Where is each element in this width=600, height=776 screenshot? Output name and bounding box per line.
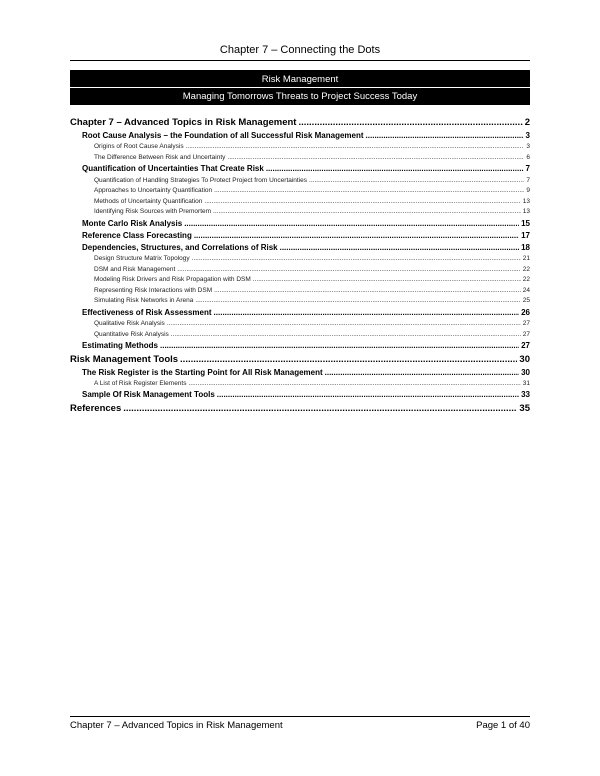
title-banner: [70, 70, 530, 105]
toc-leader-dots: [160, 340, 519, 352]
toc-leader-dots: [123, 402, 517, 416]
toc-entry-page: 13: [522, 208, 530, 216]
toc-entry-title: Dependencies, Structures, and Correlations of Risk: [82, 243, 278, 253]
toc-leader-dots: [180, 353, 517, 367]
page-header-title: Chapter 7 – Connecting the Dots: [219, 44, 381, 56]
page-header: [70, 44, 530, 61]
toc-entry[interactable]: [70, 176, 530, 187]
toc-entry-page: 7: [526, 176, 530, 184]
toc-entry-page: 25: [522, 297, 530, 305]
toc-entry-page: 30: [519, 353, 530, 365]
toc-leader-dots: [204, 197, 520, 208]
banner-title: Risk Management: [261, 74, 339, 85]
toc-entry-page: 9: [526, 187, 530, 195]
toc-entry-title: The Difference Between Risk and Uncertainty: [94, 153, 226, 161]
toc-entry-page: 18: [521, 243, 530, 253]
toc-leader-dots: [325, 367, 519, 379]
toc-entry[interactable]: [70, 130, 530, 142]
toc-entry-page: 30: [521, 367, 530, 377]
toc-entry-page: 31: [522, 379, 530, 387]
toc-leader-dots: [217, 389, 519, 401]
toc-entry-page: 17: [521, 230, 530, 240]
toc-entry[interactable]: [70, 319, 530, 330]
toc-entry-page: 15: [521, 218, 530, 228]
toc-entry-page: 3: [525, 131, 530, 140]
toc-entry[interactable]: [70, 230, 530, 242]
footer-chapter-title: Chapter 7 – Advanced Topics in Risk Management: [70, 720, 283, 731]
toc-entry-title: Quantification of Uncertainties That Create Risk: [82, 164, 264, 174]
toc-entry[interactable]: [70, 142, 530, 153]
toc-entry-title: Effectiveness of Risk Assessment: [82, 307, 212, 317]
toc-leader-dots: [309, 176, 524, 187]
toc-leader-dots: [280, 242, 519, 254]
toc-entry-title: Reference Class Forecasting: [82, 230, 192, 240]
toc-entry-page: 3: [526, 143, 530, 151]
toc-entry[interactable]: [70, 286, 530, 297]
toc-entry-page: 33: [521, 390, 530, 400]
toc-entry[interactable]: [70, 197, 530, 208]
table-of-contents: [70, 116, 530, 416]
toc-entry[interactable]: [70, 353, 530, 367]
toc-leader-dots: [171, 330, 521, 341]
toc-entry[interactable]: [70, 153, 530, 164]
toc-entry-page: 35: [519, 402, 530, 414]
toc-entry-title: Root Cause Analysis – the Foundation of all Successful Risk Management: [82, 131, 364, 140]
toc-leader-dots: [214, 307, 520, 319]
toc-leader-dots: [184, 218, 519, 230]
toc-entry[interactable]: [70, 163, 530, 175]
toc-entry-page: 13: [522, 197, 530, 205]
toc-leader-dots: [192, 254, 521, 265]
toc-entry-title: A List of Risk Register Elements: [94, 379, 187, 387]
toc-entry-page: 27: [521, 341, 530, 351]
toc-leader-dots: [195, 296, 520, 307]
toc-entry-title: Monte Carlo Risk Analysis: [82, 218, 183, 228]
toc-entry-title: Estimating Methods: [82, 341, 159, 351]
banner-subtitle: Managing Tomorrows Threats to Project Success Today: [182, 91, 418, 102]
toc-entry-title: Quantitative Risk Analysis: [94, 330, 169, 338]
toc-leader-dots: [214, 286, 521, 297]
toc-entry[interactable]: [70, 307, 530, 319]
toc-entry-title: Simulating Risk Networks in Arena: [94, 297, 194, 305]
toc-leader-dots: [194, 230, 519, 242]
toc-entry-page: 22: [522, 276, 530, 284]
toc-entry[interactable]: [70, 275, 530, 286]
toc-entry-page: 27: [522, 330, 530, 338]
toc-entry[interactable]: [70, 265, 530, 276]
toc-leader-dots: [253, 275, 521, 286]
toc-entry[interactable]: [70, 254, 530, 265]
toc-entry-title: Qualitative Risk Analysis: [94, 320, 165, 328]
toc-entry-title: DSM and Risk Management: [94, 265, 176, 273]
toc-entry-page: 21: [522, 255, 530, 263]
toc-entry-title: Methods of Uncertainty Quantification: [94, 197, 203, 205]
page-footer: [70, 716, 530, 731]
toc-leader-dots: [227, 153, 524, 164]
toc-entry-page: 2: [524, 117, 530, 128]
toc-entry-title: Representing Risk Interactions with DSM: [94, 286, 213, 294]
toc-entry[interactable]: [70, 186, 530, 197]
toc-entry[interactable]: [70, 218, 530, 230]
toc-entry-title: Origins of Root Cause Analysis: [94, 143, 184, 151]
toc-entry-title: The Risk Register is the Starting Point for All Risk Management: [82, 367, 323, 377]
toc-leader-dots: [366, 130, 524, 142]
toc-entry[interactable]: [70, 296, 530, 307]
toc-leader-dots: [186, 142, 525, 153]
toc-entry[interactable]: [70, 207, 530, 218]
toc-entry-page: 6: [526, 153, 530, 161]
toc-entry-page: 27: [522, 320, 530, 328]
toc-entry-title: Sample Of Risk Management Tools: [82, 390, 215, 400]
toc-leader-dots: [167, 319, 521, 330]
toc-entry-title: Chapter 7 – Advanced Topics in Risk Management: [70, 117, 297, 128]
toc-leader-dots: [213, 207, 521, 218]
toc-entry-title: Approaches to Uncertainty Quantification: [94, 187, 213, 195]
toc-entry-title: Identifying Risk Sources with Premortem: [94, 208, 212, 216]
toc-entry[interactable]: [70, 367, 530, 379]
toc-leader-dots: [266, 163, 524, 175]
footer-page-number: Page 1 of 40: [476, 720, 530, 731]
toc-entry-title: Design Structure Matrix Topology: [94, 255, 190, 263]
toc-entry-page: 26: [521, 307, 530, 317]
toc-leader-dots: [214, 186, 524, 197]
toc-entry-title: Quantification of Handling Strategies To Protect Project from Uncertainties: [94, 176, 308, 184]
toc-entry[interactable]: [70, 379, 530, 390]
toc-entry[interactable]: [70, 402, 530, 416]
toc-entry-title: Modeling Risk Drivers and Risk Propagation with DSM: [94, 276, 251, 284]
toc-entry-page: 7: [525, 164, 530, 174]
toc-entry-title: References: [70, 402, 122, 414]
toc-entry[interactable]: [70, 116, 530, 130]
toc-entry[interactable]: [70, 330, 530, 341]
toc-entry[interactable]: [70, 340, 530, 352]
toc-entry[interactable]: [70, 389, 530, 401]
toc-entry-page: 24: [522, 286, 530, 294]
toc-leader-dots: [298, 116, 522, 130]
toc-entry-page: 22: [522, 265, 530, 273]
toc-entry[interactable]: [70, 242, 530, 254]
toc-leader-dots: [188, 379, 520, 390]
toc-entry-title: Risk Management Tools: [70, 353, 179, 365]
toc-leader-dots: [177, 265, 520, 276]
